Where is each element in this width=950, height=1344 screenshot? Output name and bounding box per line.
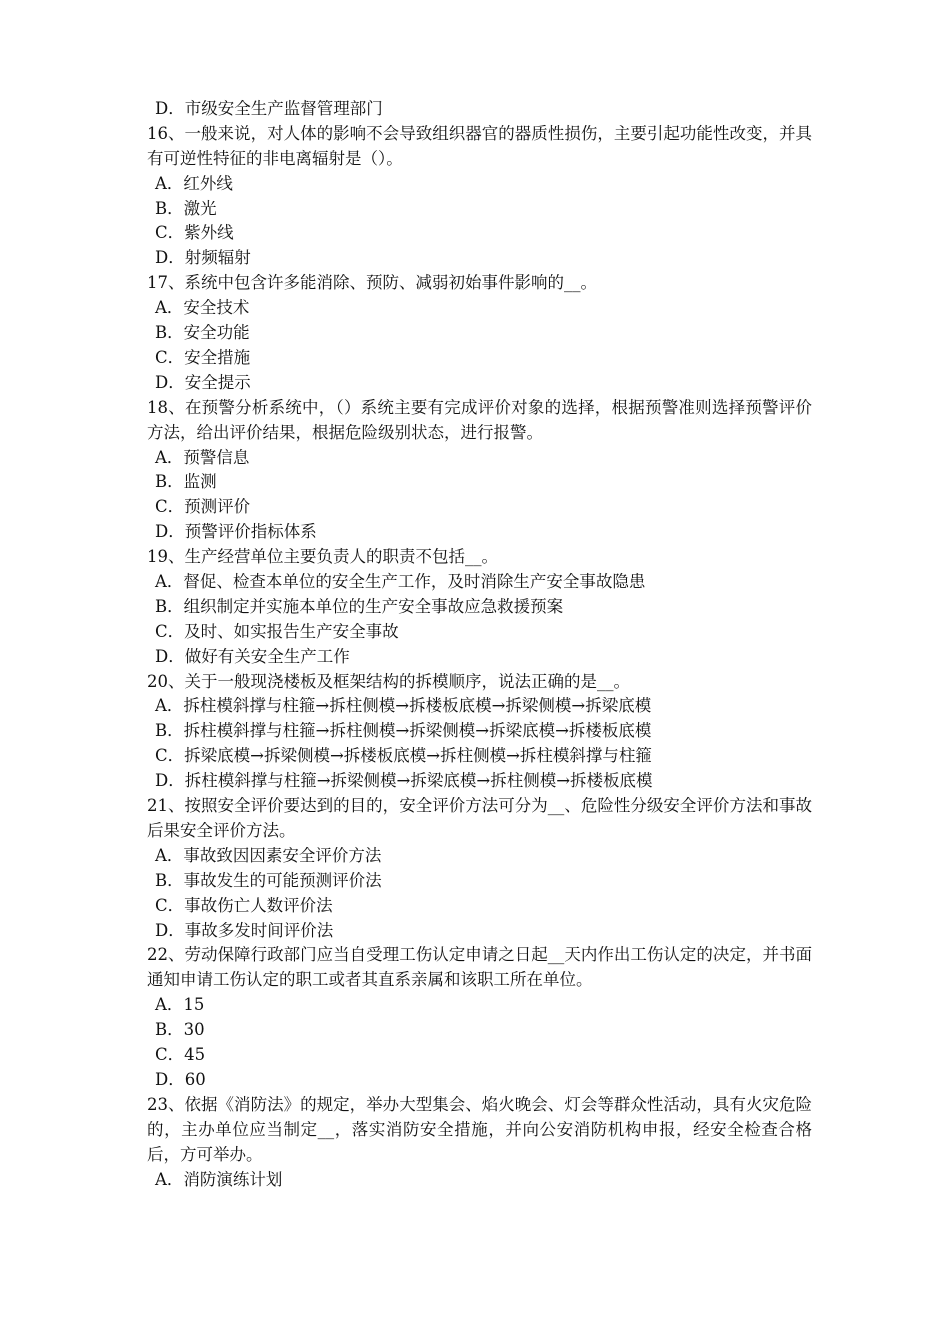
answer-option: B．事故发生的可能预测评价法: [155, 870, 382, 890]
document-page: [147, 97, 812, 1192]
question-block: [147, 122, 812, 271]
answer-option: D．安全提示: [155, 372, 251, 392]
answer-option: C．拆梁底模→拆梁侧模→拆楼板底模→拆柱侧模→拆柱模斜撑与柱箍: [155, 746, 652, 766]
answer-option: C．预测评价: [155, 497, 251, 517]
answer-option: A．拆柱模斜撑与柱箍→拆柱侧模→拆楼板底模→拆梁侧模→拆梁底模: [155, 696, 652, 716]
answer-option: C．紫外线: [155, 223, 234, 243]
question-list: [147, 122, 812, 1193]
question-block: [147, 396, 812, 545]
question-block: [147, 794, 812, 943]
answer-option: B．30: [155, 1020, 205, 1040]
answer-option: B．组织制定并实施本单位的生产安全事故应急救援预案: [155, 596, 564, 616]
answer-option: B．监测: [155, 472, 217, 492]
answer-option: D．射频辐射: [155, 248, 251, 268]
question-block: [147, 1093, 812, 1193]
question-text: 19、生产经营单位主要负责人的职责不包括__。: [147, 547, 498, 567]
answer-option: C．45: [155, 1045, 206, 1065]
question-block: [147, 271, 812, 395]
question-text: 16、一般来说，对人体的影响不会导致组织器官的器质性损伤，主要引起功能性改变，并具有可逆性特征的非电离辐射是（）。: [147, 123, 812, 168]
answer-option: A．事故致因因素安全评价方法: [155, 845, 382, 865]
question-block: [147, 943, 812, 1092]
question-text: 23、依据《消防法》的规定，举办大型集会、焰火晚会、灯会等群众性活动，具有火灾危险的，主办单位应当制定__，落实消防安全措施，并向公安消防机构申报，经安全检查合格后，方可举办。: [147, 1094, 812, 1164]
question-text: 21、按照安全评价要达到的目的，安全评价方法可分为__、危险性分级安全评价方法和事故后果安全评价方法。: [147, 796, 812, 840]
answer-option: A．红外线: [155, 173, 233, 193]
answer-option: A．安全技术: [155, 298, 250, 318]
question-text: 22、劳动保障行政部门应当自受理工伤认定申请之日起__天内作出工伤认定的决定，并书面通知申请工伤认定的职工或者其直系亲属和该职工所在单位。: [147, 945, 812, 990]
answer-option: A．预警信息: [155, 447, 250, 467]
answer-option: A．消防演练计划: [155, 1169, 283, 1189]
question-text: 18、在预警分析系统中，（）系统主要有完成评价对象的选择，根据预警准则选择预警评价方法，给出评价结果，根据危险级别状态，进行报警。: [147, 397, 812, 442]
option-d-previous-question: D．市级安全生产监督管理部门: [155, 99, 383, 118]
answer-option: A．督促、检查本单位的安全生产工作，及时消除生产安全事故隐患: [155, 572, 646, 592]
question-block: [147, 670, 812, 794]
question-text: 17、系统中包含许多能消除、预防、减弱初始事件影响的__。: [147, 273, 597, 293]
answer-option: D．拆柱模斜撑与柱箍→拆梁侧模→拆梁底模→拆柱侧模→拆楼板底模: [155, 771, 653, 791]
answer-option: D．预警评价指标体系: [155, 522, 317, 542]
answer-option: B．安全功能: [155, 323, 250, 343]
answer-option: C．事故伤亡人数评价法: [155, 895, 333, 915]
question-text: 20、关于一般现浇楼板及框架结构的拆模顺序，说法正确的是__。: [147, 671, 630, 691]
answer-option: A．15: [155, 995, 205, 1015]
answer-option: D．事故多发时间评价法: [155, 920, 334, 940]
answer-option: C．及时、如实报告生产安全事故: [155, 621, 399, 641]
question-block: [147, 545, 812, 669]
answer-option: B．拆柱模斜撑与柱箍→拆柱侧模→拆梁侧模→拆梁底模→拆楼板底模: [155, 721, 652, 741]
answer-option: D．60: [155, 1069, 206, 1089]
answer-option: C．安全措施: [155, 347, 251, 367]
answer-option: B．激光: [155, 198, 217, 218]
answer-option: D．做好有关安全生产工作: [155, 646, 350, 666]
